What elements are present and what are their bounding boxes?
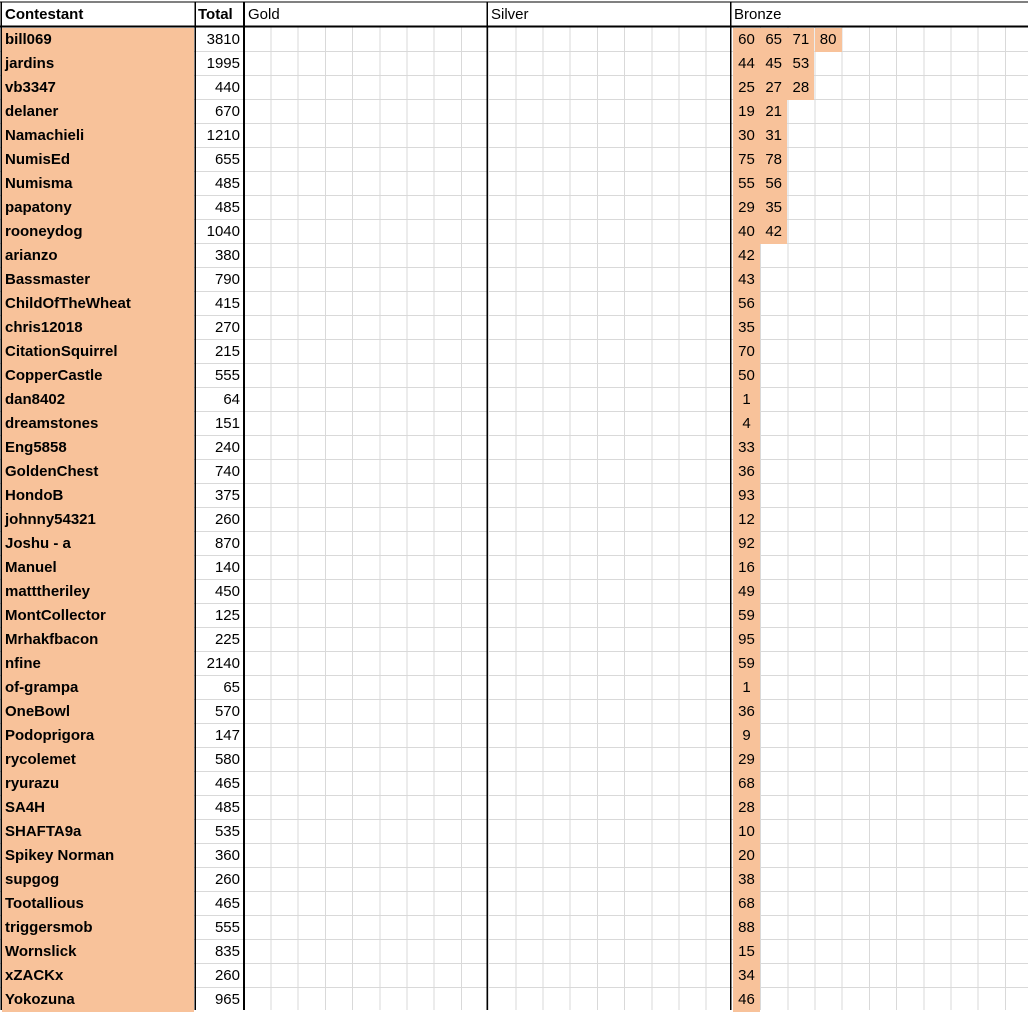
contestant-cell[interactable]: xZACKx [2,964,194,988]
total-cell[interactable]: 570 [214,703,240,720]
contestant-cell[interactable]: triggersmob [2,916,194,940]
bronze-cell[interactable]: 49 [733,580,760,604]
bronze-cell[interactable]: 29 [733,196,760,220]
total-cell[interactable]: 140 [214,559,240,576]
bronze-cell[interactable]: 46 [733,988,760,1012]
total-cell[interactable]: 240 [214,439,240,456]
total-cell[interactable]: 1995 [206,55,240,72]
bronze-cell[interactable]: 59 [733,652,760,676]
bronze-cell[interactable]: 20 [733,844,760,868]
contestant-cell[interactable]: CitationSquirrel [2,340,194,364]
bronze-cell[interactable]: 35 [760,196,787,220]
contestant-cell[interactable]: nfine [2,652,194,676]
bronze-cell[interactable]: 31 [760,124,787,148]
total-cell[interactable]: 3810 [206,31,240,48]
bronze-cell[interactable]: 25 [733,76,760,100]
bronze-cell[interactable]: 55 [733,172,760,196]
total-cell[interactable]: 151 [214,415,240,432]
header-silver[interactable]: Silver [491,6,529,23]
bronze-cell[interactable]: 95 [733,628,760,652]
bronze-cell[interactable]: 10 [733,820,760,844]
header-contestant[interactable]: Contestant [5,6,84,23]
total-cell[interactable]: 670 [214,103,240,120]
bronze-cell[interactable]: 19 [733,100,760,124]
contestant-cell[interactable]: Mrhakfbacon [2,628,194,652]
bronze-cell[interactable]: 45 [760,52,787,76]
total-cell[interactable]: 270 [214,319,240,336]
total-cell[interactable]: 1210 [206,127,240,144]
contestant-cell[interactable]: ChildOfTheWheat [2,292,194,316]
total-cell[interactable]: 835 [214,943,240,960]
bronze-cell[interactable]: 80 [815,28,842,52]
bronze-cell[interactable]: 78 [760,148,787,172]
bronze-cell[interactable]: 50 [733,364,760,388]
contestant-cell[interactable]: HondoB [2,484,194,508]
total-cell[interactable]: 147 [214,727,240,744]
total-cell[interactable]: 65 [223,679,240,696]
bronze-cell[interactable]: 33 [733,436,760,460]
bronze-cell[interactable]: 21 [760,100,787,124]
bronze-cell[interactable]: 68 [733,892,760,916]
contestant-cell[interactable]: SHAFTA9a [2,820,194,844]
bronze-cell[interactable]: 88 [733,916,760,940]
bronze-cell[interactable]: 1 [733,388,760,412]
bronze-cell[interactable]: 36 [733,700,760,724]
bronze-cell[interactable]: 92 [733,532,760,556]
header-total[interactable]: Total [198,6,233,23]
total-cell[interactable]: 380 [214,247,240,264]
contestant-cell[interactable]: of-grampa [2,676,194,700]
bronze-cell[interactable]: 56 [760,172,787,196]
total-cell[interactable]: 225 [214,631,240,648]
total-cell[interactable]: 125 [214,607,240,624]
bronze-cell[interactable]: 53 [787,52,814,76]
contestant-cell[interactable]: jardins [2,52,194,76]
contestant-cell[interactable]: Joshu - a [2,532,194,556]
contestant-cell[interactable]: Manuel [2,556,194,580]
bronze-cell[interactable]: 44 [733,52,760,76]
bronze-cell[interactable]: 28 [787,76,814,100]
total-cell[interactable]: 485 [214,199,240,216]
total-cell[interactable]: 740 [214,463,240,480]
total-cell[interactable]: 465 [214,775,240,792]
contestant-cell[interactable]: vb3347 [2,76,194,100]
total-cell[interactable]: 415 [214,295,240,312]
contestant-cell[interactable]: MontCollector [2,604,194,628]
total-cell[interactable]: 465 [214,895,240,912]
total-cell[interactable]: 1040 [206,223,240,240]
total-cell[interactable]: 555 [214,919,240,936]
bronze-cell[interactable]: 36 [733,460,760,484]
bronze-cell[interactable]: 15 [733,940,760,964]
bronze-cell[interactable]: 12 [733,508,760,532]
contestant-cell[interactable]: arianzo [2,244,194,268]
bronze-cell[interactable]: 38 [733,868,760,892]
contestant-cell[interactable]: Wornslick [2,940,194,964]
bronze-cell[interactable]: 9 [733,724,760,748]
bronze-cell[interactable]: 71 [787,28,814,52]
total-cell[interactable]: 655 [214,151,240,168]
bronze-cell[interactable]: 42 [760,220,787,244]
total-cell[interactable]: 375 [214,487,240,504]
total-cell[interactable]: 260 [214,967,240,984]
bronze-cell[interactable]: 29 [733,748,760,772]
contestant-cell[interactable]: Bassmaster [2,268,194,292]
total-cell[interactable]: 790 [214,271,240,288]
bronze-cell[interactable]: 40 [733,220,760,244]
bronze-cell[interactable]: 35 [733,316,760,340]
bronze-cell[interactable]: 43 [733,268,760,292]
header-gold[interactable]: Gold [248,6,280,23]
contestant-cell[interactable]: Yokozuna [2,988,194,1012]
total-cell[interactable]: 485 [214,175,240,192]
total-cell[interactable]: 64 [223,391,240,408]
contestant-cell[interactable]: supgog [2,868,194,892]
bronze-cell[interactable]: 93 [733,484,760,508]
total-cell[interactable]: 485 [214,799,240,816]
total-cell[interactable]: 535 [214,823,240,840]
bronze-cell[interactable]: 4 [733,412,760,436]
contestant-cell[interactable]: rycolemet [2,748,194,772]
total-cell[interactable]: 965 [214,991,240,1008]
bronze-cell[interactable]: 1 [733,676,760,700]
total-cell[interactable]: 360 [214,847,240,864]
bronze-cell[interactable]: 34 [733,964,760,988]
contestant-cell[interactable]: Tootallious [2,892,194,916]
contestant-cell[interactable]: delaner [2,100,194,124]
total-cell[interactable]: 2140 [206,655,240,672]
contestant-cell[interactable]: papatony [2,196,194,220]
contestant-cell[interactable]: NumisEd [2,148,194,172]
contestant-cell[interactable]: Eng5858 [2,436,194,460]
contestant-cell[interactable]: johnny54321 [2,508,194,532]
contestant-cell[interactable]: SA4H [2,796,194,820]
bronze-cell[interactable]: 27 [760,76,787,100]
bronze-cell[interactable]: 70 [733,340,760,364]
bronze-cell[interactable]: 28 [733,796,760,820]
contestant-cell[interactable]: Numisma [2,172,194,196]
bronze-cell[interactable]: 75 [733,148,760,172]
total-cell[interactable]: 260 [214,871,240,888]
contestant-cell[interactable]: GoldenChest [2,460,194,484]
bronze-cell[interactable]: 60 [733,28,760,52]
bronze-cell[interactable]: 16 [733,556,760,580]
bronze-cell[interactable]: 30 [733,124,760,148]
contestant-cell[interactable]: Spikey Norman [2,844,194,868]
bronze-cell[interactable]: 68 [733,772,760,796]
bronze-cell[interactable]: 42 [733,244,760,268]
contestant-cell[interactable]: CopperCastle [2,364,194,388]
contestant-cell[interactable]: rooneydog [2,220,194,244]
contestant-cell[interactable]: dreamstones [2,412,194,436]
contestant-cell[interactable]: Podoprigora [2,724,194,748]
contestant-cell[interactable]: bill069 [2,28,194,52]
total-cell[interactable]: 580 [214,751,240,768]
contestant-cell[interactable]: matttheriley [2,580,194,604]
total-cell[interactable]: 215 [214,343,240,360]
bronze-cell[interactable]: 59 [733,604,760,628]
total-cell[interactable]: 555 [214,367,240,384]
contestant-cell[interactable]: chris12018 [2,316,194,340]
contestant-cell[interactable]: ryurazu [2,772,194,796]
total-cell[interactable]: 870 [214,535,240,552]
contestant-cell[interactable]: dan8402 [2,388,194,412]
total-cell[interactable]: 440 [214,79,240,96]
bronze-cell[interactable]: 65 [760,28,787,52]
header-bronze[interactable]: Bronze [734,6,782,23]
total-cell[interactable]: 260 [214,511,240,528]
contestant-cell[interactable]: Namachieli [2,124,194,148]
bronze-cell[interactable]: 56 [733,292,760,316]
contestant-cell[interactable]: OneBowl [2,700,194,724]
total-cell[interactable]: 450 [214,583,240,600]
